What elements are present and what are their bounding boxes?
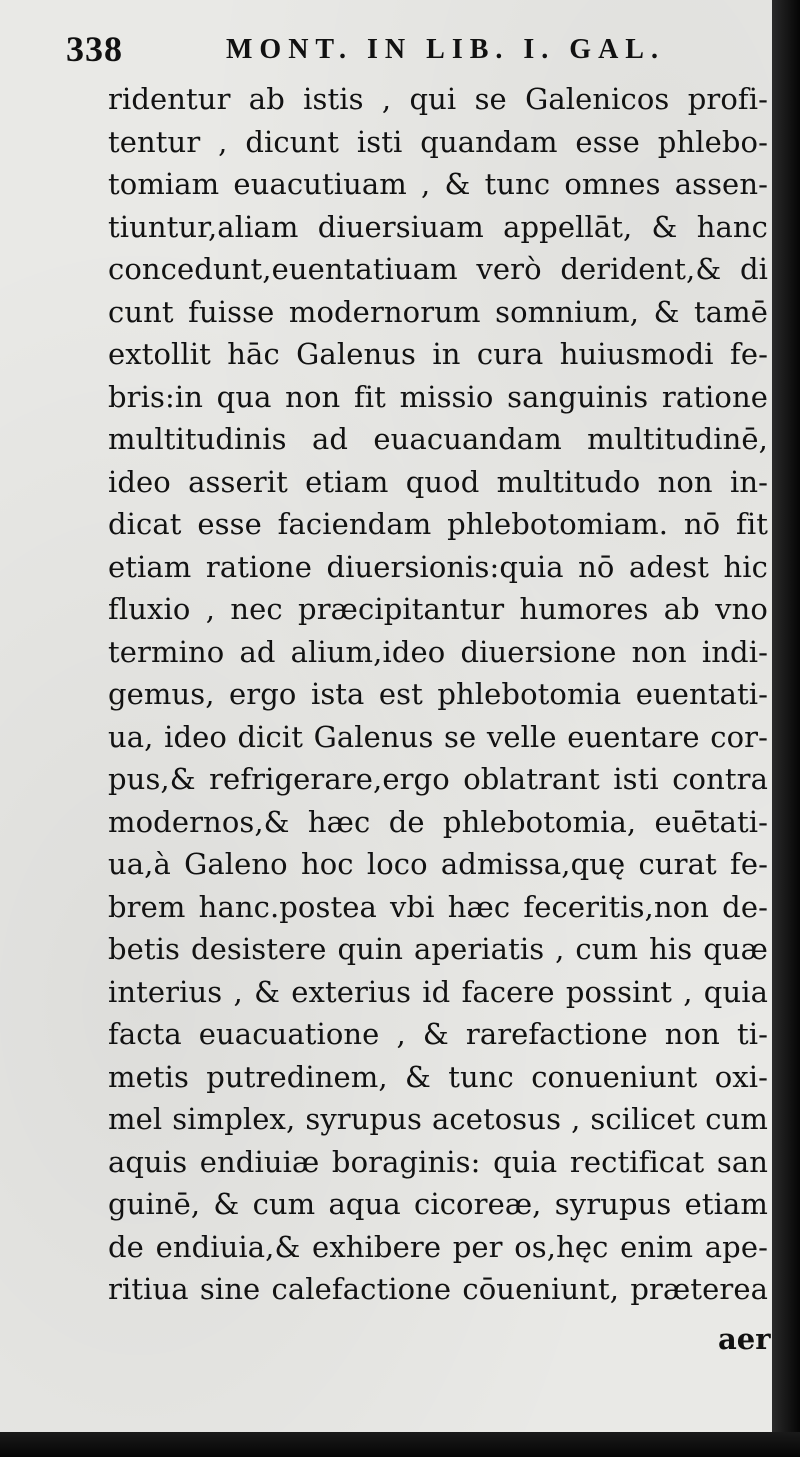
text-line: brem hanc.postea vbi hæc feceritis,non de- [108,889,768,924]
text-line: concedunt,euentatiuam verò derident,& di [108,252,768,286]
page-number: 338 [66,29,123,69]
running-head: MONT. IN LIB. I. GAL. [226,34,665,65]
text-line: ritiua sine calefactione cōueniunt, præterea [108,1272,768,1306]
text-line: aquis endiuiæ boraginis: quia rectificat san [108,1144,768,1179]
text-block [108,78,768,1311]
text-line: bris:in qua non fit missio sanguinis ratione [108,379,768,414]
catchword: aer [718,1322,771,1356]
text-line: interius , & exterius id facere possint , quia [108,974,768,1009]
text-line: ideo asserit etiam quod multitudo non in- [108,464,768,499]
scan-edge-right [772,0,800,1457]
text-line: cunt fuisse modernorum somnium, & tamē [108,294,768,329]
text-line: ua,à Galeno hoc loco admissa,quę curat fe- [108,847,768,881]
text-line: betis desistere quin aperiatis , cum his quæ [108,932,768,966]
text-line: etiam ratione diuersionis:quia nō adest hic [108,549,768,584]
text-line: fluxio , nec præcipitantur humores ab vno [108,592,768,626]
text-line: dicat esse faciendam phlebotomiam. nō fit [108,507,768,541]
text-line: guinē, & cum aqua cicoreæ, syrupus etiam [108,1187,768,1221]
text-line: tomiam euacutiuam , & tunc omnes assen- [108,167,768,201]
text-line: ua, ideo dicit Galenus se velle euentare cor- [108,719,768,754]
text-line: modernos,& hæc de phlebotomia, euētati- [108,804,768,839]
page-header [66,24,706,74]
text-line: gemus, ergo ista est phlebotomia euentati- [108,677,768,711]
text-line: tentur , dicunt isti quandam esse phlebo- [108,124,768,159]
text-line: tiuntur,aliam diuersiuam appellāt, & hanc [108,209,768,244]
text-line: facta euacuatione , & rarefactione non ti- [108,1017,768,1051]
text-line: pus,& refrigerare,ergo oblatrant isti contra [108,762,768,796]
text-line: de endiuia,& exhibere per os,hęc enim ape- [108,1229,768,1264]
text-line: multitudinis ad euacuandam multitudinē, [108,422,768,456]
text-line: ridentur ab istis , qui se Galenicos profi- [108,82,768,116]
text-line: termino ad alium,ideo diuersione non indi- [108,634,768,669]
scan-edge-bottom [0,1432,800,1457]
text-line: extollit hāc Galenus in cura huiusmodi fe- [108,337,768,371]
text-line: metis putredinem, & tunc conueniunt oxi- [108,1059,768,1094]
text-line: mel simplex, syrupus acetosus , scilicet cum [108,1102,768,1136]
